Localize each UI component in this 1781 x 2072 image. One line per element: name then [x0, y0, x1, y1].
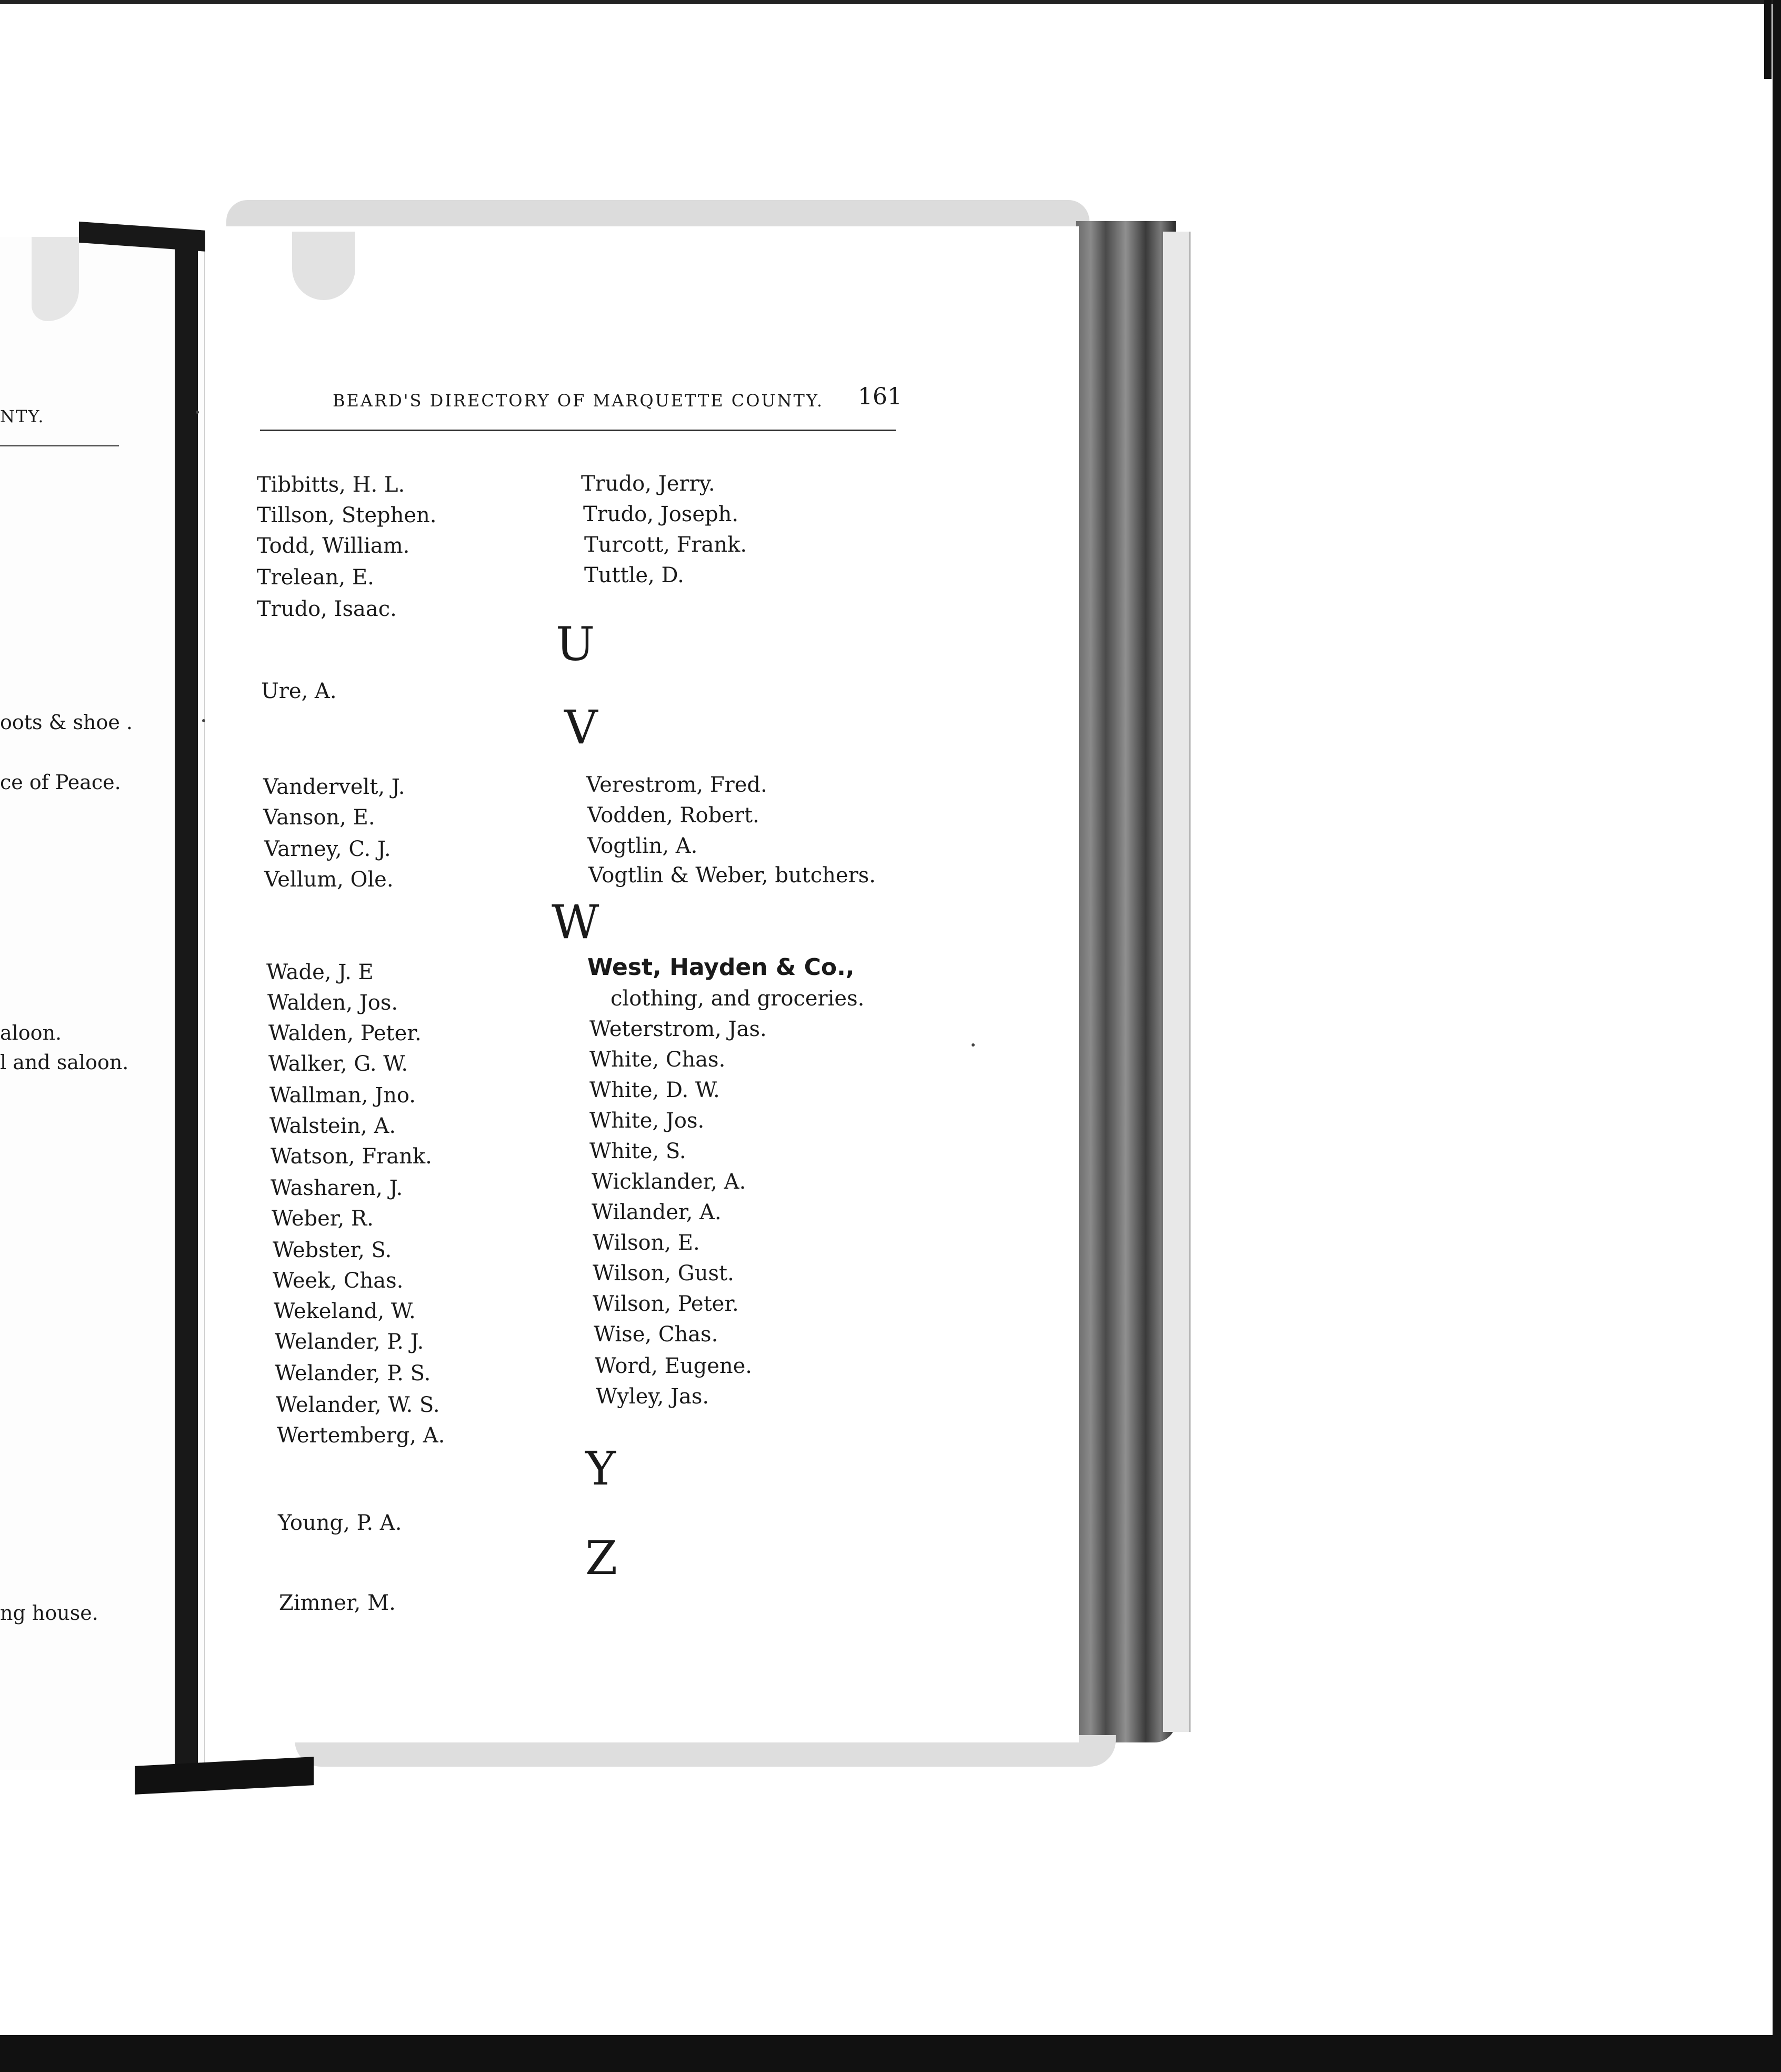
- page-edge-highlight: [1163, 232, 1190, 1732]
- directory-entry: Welander, P. S.: [275, 1361, 431, 1386]
- left-page-curl: [32, 237, 79, 321]
- directory-entry: White, S.: [589, 1139, 686, 1163]
- directory-entry: Varney, C. J.: [264, 837, 391, 861]
- directory-entry: Wekeland, W.: [274, 1299, 416, 1323]
- directory-entry: Watson, Frank.: [271, 1144, 432, 1169]
- directory-entry: Webster, S.: [273, 1238, 392, 1262]
- directory-entry: White, D. W.: [589, 1078, 720, 1102]
- directory-entry: Walker, G. W.: [268, 1052, 408, 1076]
- left-page-fragment: ng house.: [0, 1601, 98, 1625]
- left-page-fragment: oots & shoe .: [0, 711, 133, 734]
- directory-entry: Wilander, A.: [592, 1200, 722, 1224]
- directory-entry: Wertemberg, A.: [277, 1423, 445, 1448]
- scan-speck: [972, 1043, 975, 1047]
- section-letter-y: Y: [585, 1441, 616, 1496]
- directory-entry: Wise, Chas.: [594, 1322, 718, 1347]
- left-page-fragment: l and saloon.: [0, 1051, 129, 1074]
- directory-entry: Ure, A.: [261, 679, 337, 703]
- directory-entry: Zimner, M.: [279, 1591, 396, 1615]
- directory-entry: Walden, Jos.: [267, 991, 398, 1015]
- directory-entry: White, Jos.: [589, 1109, 705, 1133]
- directory-entry: Wade, J. E: [266, 960, 374, 984]
- scan-speck: [202, 719, 205, 722]
- directory-entry: Vanson, E.: [263, 805, 375, 830]
- directory-entry: Tillson, Stephen.: [257, 503, 437, 527]
- directory-entry: Word, Eugene.: [595, 1354, 753, 1378]
- directory-entry: Vogtlin & Weber, butchers.: [588, 863, 876, 888]
- left-page-fragment: aloon.: [0, 1021, 62, 1044]
- directory-entry: Wilson, Peter.: [593, 1292, 739, 1316]
- scan-border-top: [0, 0, 1781, 4]
- left-page-fragment: ce of Peace.: [0, 771, 121, 794]
- directory-entry: Wallman, Jno.: [269, 1083, 416, 1108]
- page-stack-edge: [1076, 221, 1176, 1742]
- directory-entry: Tuttle, D.: [584, 563, 684, 587]
- directory-entry: Weber, R.: [272, 1207, 374, 1231]
- directory-entry: Welander, W. S.: [276, 1393, 440, 1417]
- directory-entry: Vogtlin, A.: [587, 834, 698, 858]
- directory-entry: Verestrom, Fred.: [586, 773, 767, 797]
- directory-entry: Trudo, Jerry.: [581, 472, 715, 496]
- directory-entry: Walden, Peter.: [268, 1021, 422, 1045]
- directory-entry: Wicklander, A.: [592, 1170, 746, 1194]
- scan-border-right: [1773, 0, 1781, 2072]
- running-head: BEARD'S DIRECTORY OF MARQUETTE COUNTY.: [333, 391, 824, 411]
- directory-entry-description: clothing, and groceries.: [611, 987, 865, 1011]
- head-rule: [260, 430, 896, 431]
- directory-entry: Vellum, Ole.: [264, 868, 394, 892]
- section-letter-u: U: [556, 617, 595, 671]
- directory-entry: Welander, P. J.: [275, 1330, 424, 1354]
- directory-entry-bold: West, Hayden & Co.,: [587, 954, 855, 981]
- directory-entry: Trelean, E.: [257, 565, 374, 590]
- page-number: 161: [858, 383, 902, 410]
- directory-entry: Weterstrom, Jas.: [589, 1017, 767, 1041]
- directory-entry: Turcott, Frank.: [584, 533, 747, 557]
- directory-entry: Wilson, Gust.: [593, 1261, 734, 1286]
- scan-border-right-notch: [1764, 0, 1772, 79]
- directory-entry: Washaren, J.: [271, 1176, 403, 1200]
- directory-entry: Trudo, Isaac.: [257, 597, 397, 621]
- scan-speck: [196, 411, 199, 414]
- directory-entry: Vodden, Robert.: [587, 803, 759, 828]
- section-letter-z: Z: [585, 1531, 618, 1585]
- section-letter-v: V: [564, 700, 598, 754]
- left-page-head-rule: [0, 445, 119, 446]
- directory-entry: Young, P. A.: [278, 1511, 402, 1535]
- left-page: [0, 237, 205, 1770]
- left-page-running-head-fragment: NTY.: [0, 406, 45, 426]
- directory-entry: Vandervelt, J.: [263, 775, 405, 799]
- directory-entry: Walstein, A.: [269, 1114, 396, 1138]
- scan-border-bottom: [0, 2035, 1781, 2072]
- directory-entry: White, Chas.: [589, 1048, 726, 1072]
- directory-entry: Wyley, Jas.: [596, 1384, 709, 1409]
- directory-entry: Tibbitts, H. L.: [257, 473, 405, 497]
- directory-entry: Trudo, Joseph.: [583, 502, 739, 526]
- book-spine: [175, 239, 198, 1766]
- page-curl: [292, 232, 355, 300]
- directory-entry: Wilson, E.: [593, 1231, 700, 1255]
- directory-entry: Week, Chas.: [273, 1269, 404, 1293]
- directory-entry: Todd, William.: [257, 534, 410, 558]
- section-letter-w: W: [552, 895, 599, 949]
